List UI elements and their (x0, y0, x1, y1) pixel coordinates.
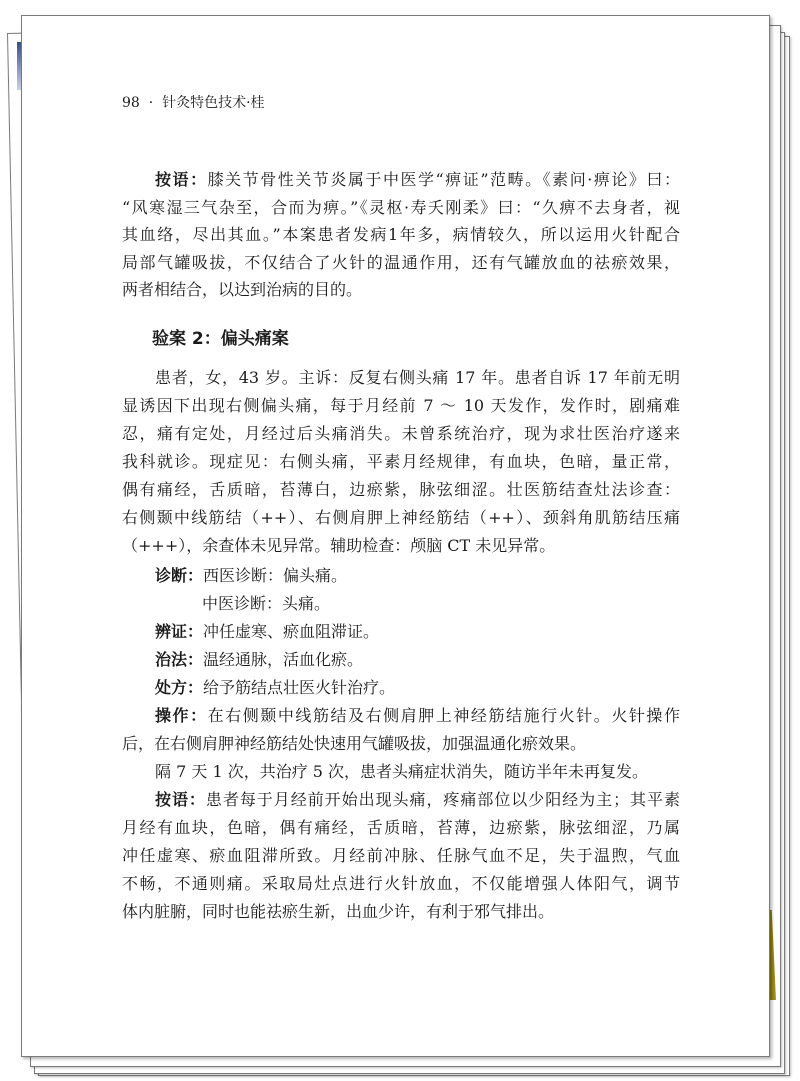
text-line: （+++），余查体未见异常。辅助检查：颅脑 CT 未见异常。 (122, 536, 556, 555)
operation-text: 在右侧颞中线筋结及右侧肩胛上神经筋结施行火针。火针操作 (207, 706, 680, 725)
prescription-row (122, 674, 680, 702)
case-details (122, 562, 680, 926)
diagnosis-label: 诊断： (155, 566, 204, 585)
syndrome-row (122, 618, 680, 646)
treatment-principle-row (122, 646, 680, 674)
page-number: 98 (122, 95, 140, 111)
text-line: “风寒湿三气杂至，合而为痹。”《灵枢·寿夭刚柔》曰：“久痹不去身者，视 (122, 197, 680, 217)
case-heading: 验案 2：偏头痛案 (152, 329, 289, 349)
treatment-principle-label: 治法： (155, 650, 204, 669)
text-line: 后，在右侧肩胛神经筋结处快速用气罐吸拔，加强温通化瘀效果。 (122, 734, 587, 753)
text-line: 偶有痛经，舌质暗，苔薄白，边瘀紫，脉弦细涩。壮医筋结查灶法诊查： (122, 480, 680, 499)
text-line: 我科就诊。现症见：右侧头痛，平素月经规律，有血块，色暗，量正常， (122, 452, 680, 471)
outcome-text: 隔 7 天 1 次，共治疗 5 次，患者头痛症状消失，随访半年未再复发。 (155, 762, 649, 781)
text: 患者每于月经前开始出现头痛，疼痛部位以少阳经为主；其平素 (205, 790, 680, 809)
treatment-principle-text: 温经通脉，活血化瘀。 (203, 650, 364, 669)
commentary-1 (122, 166, 680, 304)
text-line: 冲任虚寒、瘀血阻滞所致。月经前冲脉、任脉气血不足，失于温煦，气血 (122, 846, 680, 865)
tcm-diagnosis: 中医诊断：头痛。 (202, 594, 331, 613)
header-separator: · (148, 95, 154, 111)
case-history (122, 364, 680, 560)
syndrome-text: 冲任虚寒、瘀血阻滞证。 (203, 622, 380, 641)
text: 膝关节骨性关节炎属于中医学“痹证”范畴。《素问·痹论》曰： (207, 170, 680, 189)
text-line: 月经有血块，色暗，偶有痛经，舌质暗，苔薄，边瘀紫，脉弦细涩，乃属 (122, 818, 680, 837)
text-line: 不畅，不通则痛。采取局灶点进行火针放血，不仅能增强人体阳气，调节 (122, 874, 680, 893)
prescription-label: 处方： (155, 678, 204, 697)
commentary-label: 按语： (155, 170, 208, 189)
text-line: 忍，痛有定处，月经过后头痛消失。未曾系统治疗，现为求壮医治疗遂来 (122, 424, 680, 443)
text-line: 患者，女，43 岁。主诉：反复右侧头痛 17 年。患者自诉 17 年前无明 (155, 368, 680, 387)
text-line: 其血络，尽出其血。”本案患者发病1年多，病情较久，所以运用火针配合 (122, 225, 680, 244)
text-line: 局部气罐吸拔，不仅结合了火针的温通作用，还有气罐放血的祛瘀效果， (122, 252, 680, 272)
operation-row (122, 702, 680, 730)
running-title: 针灸特色技术·桂 (162, 95, 265, 111)
syndrome-label: 辨证： (155, 622, 204, 641)
diagnosis-row (122, 562, 680, 590)
running-header (122, 94, 265, 112)
text-line: 两者相结合，以达到治病的目的。 (122, 280, 363, 299)
text-line (122, 166, 680, 194)
commentary-label: 按语： (155, 790, 206, 809)
western-diagnosis: 西医诊断：偏头痛。 (203, 566, 348, 585)
operation-label: 操作： (155, 706, 208, 725)
text-line: 右侧颞中线筋结（++）、右侧肩胛上神经筋结（++）、颈斜角肌筋结压痛 (122, 508, 680, 527)
prescription-text: 给予筋结点壮医火针治疗。 (203, 678, 396, 697)
text-line: 显诱因下出现右侧偏头痛，每于月经前 7 ～ 10 天发作，发作时，剧痛难 (122, 396, 680, 415)
commentary-2-row (122, 786, 680, 814)
text-line: 体内脏腑，同时也能祛瘀生新，出血少许，有利于邪气排出。 (122, 902, 555, 921)
